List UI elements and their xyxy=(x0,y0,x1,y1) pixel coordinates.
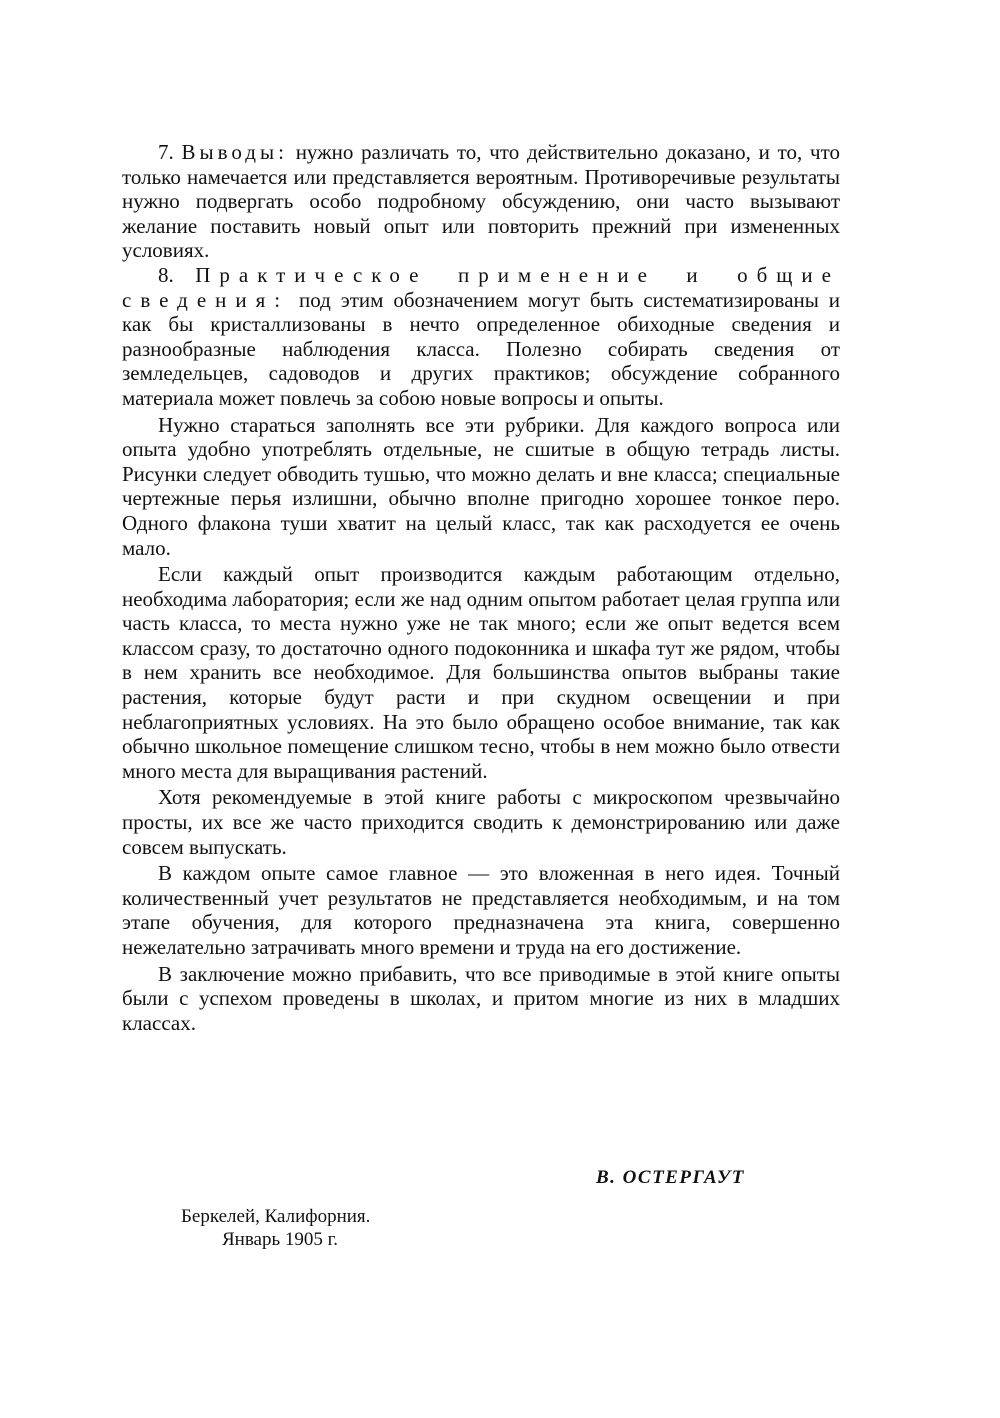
date-line: Январь 1905 г. xyxy=(222,1229,339,1250)
page-body xyxy=(122,140,840,1035)
paragraph-microscope: Хотя рекомендуемые в этой книге работы с микроскопом чрезвычайно просты, их все же часто приходится сводить к демонстрированию или даже совсем выпускать. xyxy=(122,785,840,859)
place-line: Беркелей, Калифорния. xyxy=(181,1206,371,1227)
item-text: под этим обозначением могут быть систематизированы и как бы кристаллизованы в нечто определенное обиходные сведения и разнообразные наблюдения класса. Полезно собирать сведения от земледельцев, садоводов и других практиков; обсуждение собранного материала может повлечь за собою новые вопросы и опыты. xyxy=(122,287,840,410)
paragraph-laboratory: Если каждый опыт производится каждым работающим отдельно, необходима лаборатория; если же над одним опытом работает целая группа или часть класса, то места нужно уже не так много; если же опыт ведется всем классом сразу, то достаточно одного подоконника и шкафа тут же рядом, чтобы в нем хранить все необходимое. Для большинства опытов выбраны такие растения, которые будут расти и при скудном освещении и при неблагоприятных условиях. На это было обращено особое внимание, так как обычно школьное помещение слишком тесно, чтобы в нем можно было отвести много места для выращивания растений. xyxy=(122,562,840,783)
item-number: 8. xyxy=(158,262,196,287)
paragraph-rubrics: Нужно стараться заполнять все эти рубрики. Для каждого вопроса или опыта удобно употреблять отдельные, не сшитые в общую тетрадь листы. Рисунки следует обводить тушью, что можно делать и вне класса; специальные чертежные перья излишни, обычно вполне пригодно хорошее тонкое перо. Одного флакона туши хватит на целый класс, так как расходуется ее очень мало. xyxy=(122,412,840,560)
item-heading: Выводы: xyxy=(181,140,288,164)
item-number: 7. xyxy=(158,140,182,164)
item-heading: Практическое применение и общие сведения: xyxy=(122,262,840,312)
paragraph-closing: В заключение можно прибавить, что все приводимые в этой книге опыты были с успехом проведены в школах, и притом многие из них в младших классах. xyxy=(122,961,840,1035)
paragraph-main-idea: В каждом опыте самое главное — это вложенная в него идея. Точный количественный учет результатов не представляется необходимым, и на том этапе обучения, для которого предназначена эта книга, совершенно нежелательно затрачивать много времени и труда на его достижение. xyxy=(122,861,840,959)
item-text: нужно различать то, что действительно доказано, и то, что только намечается или представляется вероятным. Противоречивые результаты нужно подвергать особо подробному обсуждению, они часто вызывают желание поставить новый опыт или повторить прежний при измененных условиях. xyxy=(122,140,840,263)
paragraph-practical-application xyxy=(122,263,840,411)
paragraph-conclusions xyxy=(122,140,840,263)
author-signature: В. ОСТЕРГАУТ xyxy=(596,1167,745,1188)
